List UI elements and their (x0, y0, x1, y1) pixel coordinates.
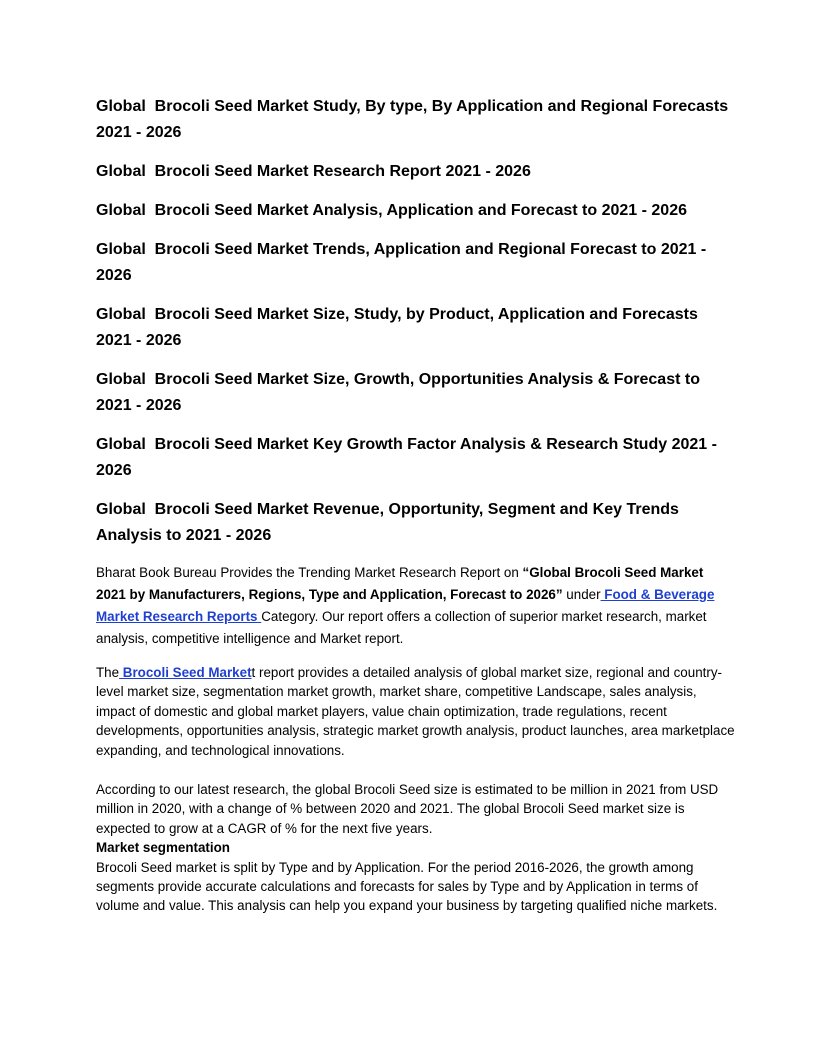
intro-under: under (562, 587, 601, 602)
report-link-tail: t (251, 665, 256, 680)
heading-6: Global Brocoli Seed Market Size, Growth, Opportunities Analysis & Forecast to 2021 - 2026 (96, 371, 705, 414)
intro-text: Bharat Book Bureau Provides the Trending Market Research Report on (96, 565, 523, 580)
document-page (96, 94, 736, 916)
intro-report-title: “Global Brocoli Seed Market 2021 by Manufacturers, Regions, Type and Application, Forecast to 2026” (96, 565, 704, 602)
segmentation-paragraph: Brocoli Seed market is split by Type and by Application. For the period 2016-2026, the growth among segments provide accurate calculations and forecasts for sales by Type and by Application in terms of volume and value. This analysis can help you expand your business by targeting qualified niche markets. (96, 859, 718, 914)
heading-4: Global Brocoli Seed Market Trends, Application and Regional Forecast to 2021 - 2026 (96, 241, 711, 284)
research-paragraph: According to our latest research, the global Brocoli Seed size is estimated to be million in 2021 from USD million in 2020, with a change of % between 2020 and 2021. The global Brocoli Seed market size is expected to grow at a CAGR of % for the next five years. (96, 782, 719, 836)
intro-paragraph (96, 562, 736, 650)
report-the: The (96, 665, 120, 680)
intro-rest: Category. Our report offers a collection of superior market research, market analysis, competitive intelligence and Market report. (96, 609, 707, 646)
heading-1: Global Brocoli Seed Market Study, By type, By Application and Regional Forecasts 2021 - 2026 (96, 98, 733, 141)
report-text: report provides a detailed analysis of global market size, regional and country-level market size, segmentation market growth, market share, competitive Landscape, sales analysis, impact of domestic and global market players, value chain optimization, trade regulations, recent developments, opportunities analysis, strategic market growth analysis, product launches, area marketplace expanding, and technological innovations. (96, 665, 735, 758)
heading-2: Global Brocoli Seed Market Research Report 2021 - 2026 (96, 163, 531, 180)
heading-8: Global Brocoli Seed Market Revenue, Opportunity, Segment and Key Trends Analysis to 2021 - 2026 (96, 501, 683, 544)
segmentation-title (96, 838, 736, 857)
report-paragraph (96, 663, 736, 760)
food-beverage-reports-link[interactable]: Food & Beverage Market Research Reports (96, 587, 715, 624)
segmentation-heading: Market segmentation (96, 840, 230, 856)
heading-7: Global Brocoli Seed Market Key Growth Factor Analysis & Research Study 2021 - 2026 (96, 436, 722, 479)
heading-3: Global Brocoli Seed Market Analysis, Application and Forecast to 2021 - 2026 (96, 202, 687, 219)
heading-5: Global Brocoli Seed Market Size, Study, by Product, Application and Forecasts 2021 - 2026 (96, 306, 703, 349)
brocoli-seed-market-link[interactable]: Brocoli Seed Market (119, 665, 252, 680)
